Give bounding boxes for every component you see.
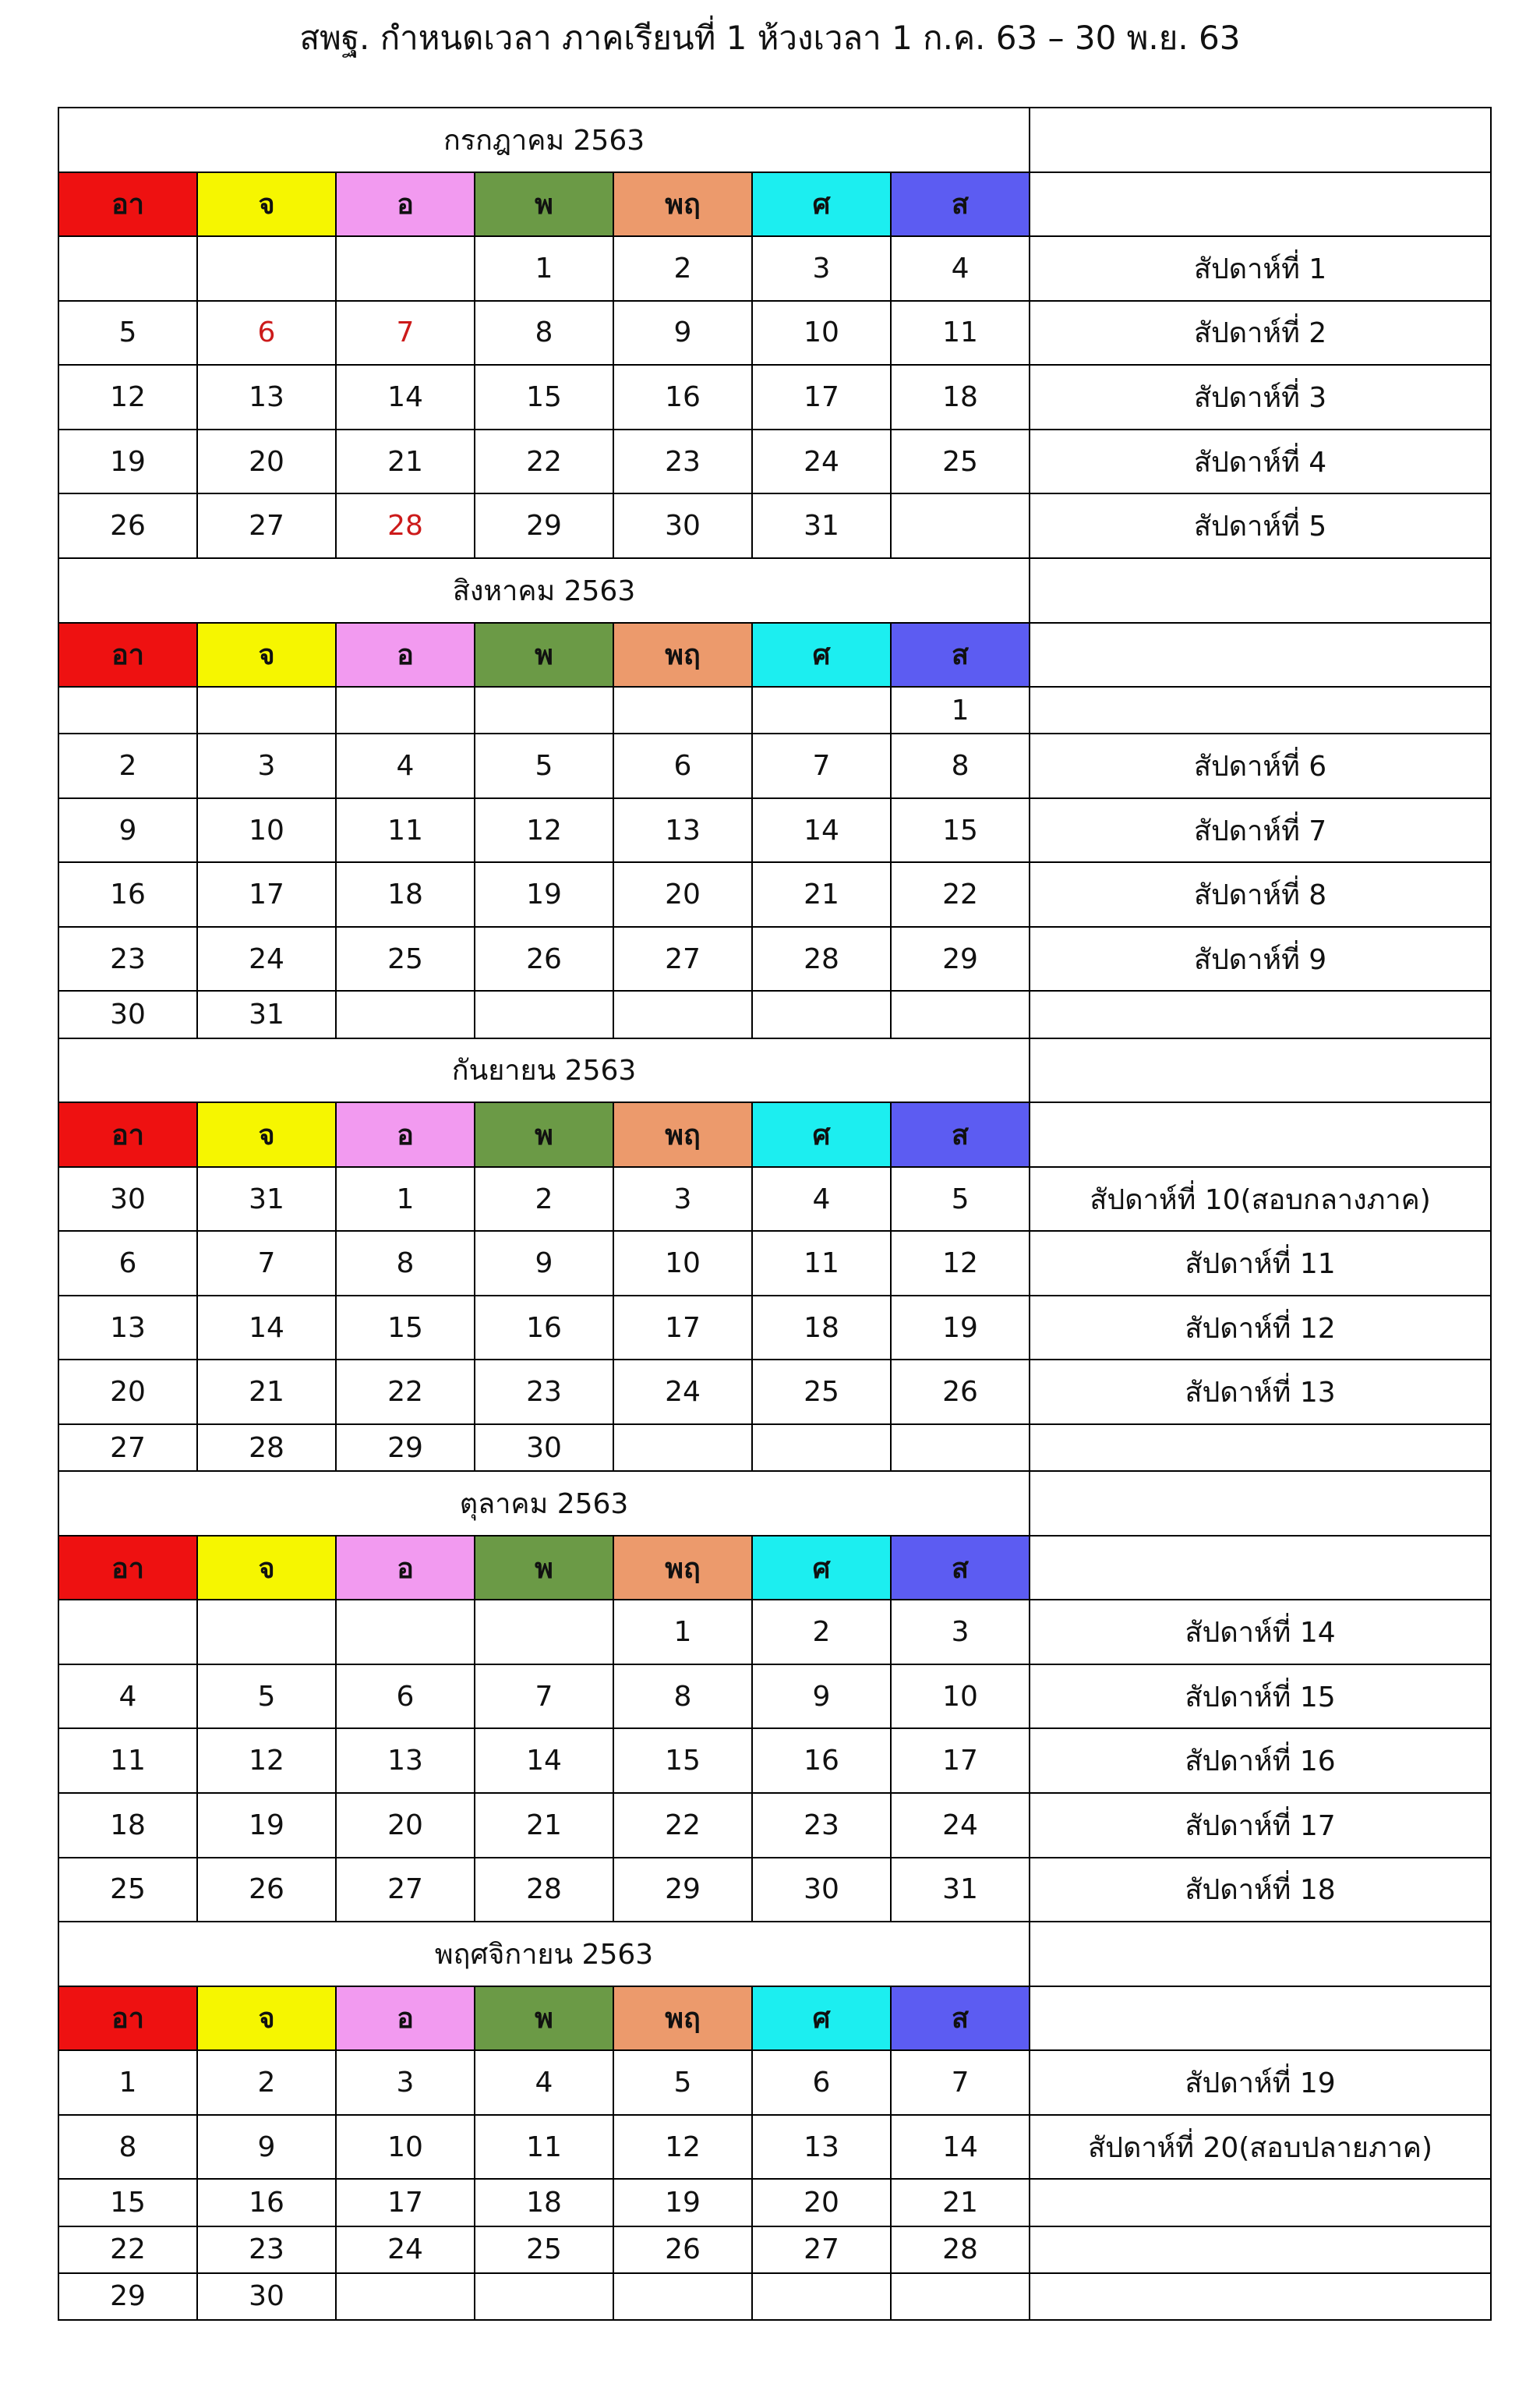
day-cell: 21 bbox=[891, 2179, 1030, 2226]
day-header-1: จ bbox=[197, 1102, 336, 1167]
day-cell: 29 bbox=[613, 1858, 752, 1922]
day-cell bbox=[58, 687, 197, 734]
day-cell: 2 bbox=[197, 2050, 336, 2115]
week-note: สัปดาห์ที่ 7 bbox=[1030, 798, 1491, 863]
day-cell: 19 bbox=[613, 2179, 752, 2226]
day-cell: 2 bbox=[58, 734, 197, 798]
day-header-3: พ bbox=[475, 1986, 613, 2051]
day-header-5: ศ bbox=[752, 172, 891, 237]
day-cell: 23 bbox=[752, 1793, 891, 1858]
day-cell: 2 bbox=[752, 1600, 891, 1664]
day-cell: 28 bbox=[752, 927, 891, 992]
day-cell: 14 bbox=[891, 2115, 1030, 2180]
day-cell: 22 bbox=[475, 430, 613, 494]
day-cell: 4 bbox=[891, 236, 1030, 301]
month-title-row bbox=[58, 1471, 1491, 1536]
week-note: สัปดาห์ที่ 4 bbox=[1030, 430, 1491, 494]
week-note: สัปดาห์ที่ 18 bbox=[1030, 1858, 1491, 1922]
day-header-2: อ bbox=[336, 172, 475, 237]
day-cell: 23 bbox=[58, 927, 197, 992]
week-note: สัปดาห์ที่ 14 bbox=[1030, 1600, 1491, 1664]
day-cell: 30 bbox=[613, 493, 752, 558]
week-note-empty bbox=[1030, 558, 1491, 623]
day-cell: 18 bbox=[475, 2179, 613, 2226]
week-note: สัปดาห์ที่ 20(สอบปลายภาค) bbox=[1030, 2115, 1491, 2180]
day-cell: 27 bbox=[752, 2226, 891, 2273]
day-cell: 31 bbox=[197, 991, 336, 1038]
month-title-row bbox=[58, 558, 1491, 623]
day-cell: 6 bbox=[752, 2050, 891, 2115]
day-cell: 20 bbox=[58, 1360, 197, 1424]
day-cell bbox=[613, 991, 752, 1038]
day-cell: 5 bbox=[197, 1664, 336, 1729]
day-cell: 15 bbox=[891, 798, 1030, 863]
week-row bbox=[58, 1167, 1491, 1232]
day-cell: 19 bbox=[197, 1793, 336, 1858]
month-title: สิงหาคม 2563 bbox=[58, 558, 1030, 623]
week-note bbox=[1030, 687, 1491, 734]
day-cell: 20 bbox=[752, 2179, 891, 2226]
week-note bbox=[1030, 2273, 1491, 2320]
week-note-empty bbox=[1030, 1536, 1491, 1600]
day-cell bbox=[752, 991, 891, 1038]
week-row bbox=[58, 2179, 1491, 2226]
day-cell: 5 bbox=[891, 1167, 1030, 1232]
day-cell: 9 bbox=[613, 301, 752, 366]
day-header-5: ศ bbox=[752, 1986, 891, 2051]
day-cell: 5 bbox=[58, 301, 197, 366]
day-cell: 23 bbox=[475, 1360, 613, 1424]
day-cell: 14 bbox=[197, 1296, 336, 1360]
day-header-1: จ bbox=[197, 623, 336, 688]
day-cell: 3 bbox=[752, 236, 891, 301]
day-cell: 30 bbox=[752, 1858, 891, 1922]
week-row bbox=[58, 862, 1491, 927]
week-row bbox=[58, 1296, 1491, 1360]
day-cell: 17 bbox=[613, 1296, 752, 1360]
day-cell: 11 bbox=[891, 301, 1030, 366]
day-header-2: อ bbox=[336, 1536, 475, 1600]
day-cell: 1 bbox=[58, 2050, 197, 2115]
day-cell: 8 bbox=[475, 301, 613, 366]
day-cell bbox=[336, 687, 475, 734]
day-cell: 1 bbox=[475, 236, 613, 301]
day-cell: 18 bbox=[752, 1296, 891, 1360]
day-cell bbox=[475, 2273, 613, 2320]
day-cell: 24 bbox=[613, 1360, 752, 1424]
day-cell bbox=[475, 1600, 613, 1664]
day-cell: 25 bbox=[58, 1858, 197, 1922]
week-note bbox=[1030, 1424, 1491, 1471]
day-cell bbox=[197, 687, 336, 734]
day-cell: 30 bbox=[475, 1424, 613, 1471]
week-note: สัปดาห์ที่ 15 bbox=[1030, 1664, 1491, 1729]
day-cell: 10 bbox=[752, 301, 891, 366]
day-cell: 22 bbox=[336, 1360, 475, 1424]
day-cell: 8 bbox=[336, 1231, 475, 1296]
day-cell: 13 bbox=[613, 798, 752, 863]
week-note-empty bbox=[1030, 1922, 1491, 1986]
day-header-5: ศ bbox=[752, 1536, 891, 1600]
day-cell: 26 bbox=[475, 927, 613, 992]
week-note: สัปดาห์ที่ 1 bbox=[1030, 236, 1491, 301]
week-note: สัปดาห์ที่ 12 bbox=[1030, 1296, 1491, 1360]
month-title: ตุลาคม 2563 bbox=[58, 1471, 1030, 1536]
day-cell: 31 bbox=[891, 1858, 1030, 1922]
week-note: สัปดาห์ที่ 17 bbox=[1030, 1793, 1491, 1858]
day-cell: 11 bbox=[58, 1728, 197, 1793]
day-cell: 8 bbox=[58, 2115, 197, 2180]
week-note-empty bbox=[1030, 108, 1491, 172]
day-cell: 2 bbox=[475, 1167, 613, 1232]
day-header-0: อา bbox=[58, 1986, 197, 2051]
week-row bbox=[58, 2273, 1491, 2320]
week-note: สัปดาห์ที่ 10(สอบกลางภาค) bbox=[1030, 1167, 1491, 1232]
day-cell: 1 bbox=[891, 687, 1030, 734]
week-row bbox=[58, 365, 1491, 430]
day-cell: 21 bbox=[336, 430, 475, 494]
day-cell: 21 bbox=[197, 1360, 336, 1424]
week-row bbox=[58, 734, 1491, 798]
week-row bbox=[58, 687, 1491, 734]
day-header-4: พฤ bbox=[613, 1102, 752, 1167]
day-header-6: ส bbox=[891, 172, 1030, 237]
day-cell bbox=[752, 2273, 891, 2320]
day-header-4: พฤ bbox=[613, 623, 752, 688]
week-note-empty bbox=[1030, 1986, 1491, 2051]
day-header-row bbox=[58, 1536, 1491, 1600]
day-header-5: ศ bbox=[752, 623, 891, 688]
day-cell bbox=[58, 1600, 197, 1664]
day-cell: 9 bbox=[475, 1231, 613, 1296]
day-cell: 28 bbox=[891, 2226, 1030, 2273]
day-cell: 19 bbox=[475, 862, 613, 927]
day-cell: 13 bbox=[752, 2115, 891, 2180]
day-cell: 11 bbox=[336, 798, 475, 863]
week-note: สัปดาห์ที่ 13 bbox=[1030, 1360, 1491, 1424]
month-title-row bbox=[58, 1922, 1491, 1986]
day-cell: 27 bbox=[58, 1424, 197, 1471]
week-row bbox=[58, 301, 1491, 366]
day-cell: 28 bbox=[197, 1424, 336, 1471]
day-cell: 4 bbox=[58, 1664, 197, 1729]
day-cell: 1 bbox=[336, 1167, 475, 1232]
day-cell: 27 bbox=[613, 927, 752, 992]
day-cell: 15 bbox=[58, 2179, 197, 2226]
day-header-1: จ bbox=[197, 1986, 336, 2051]
day-cell: 6 bbox=[336, 1664, 475, 1729]
week-row bbox=[58, 1858, 1491, 1922]
day-cell: 27 bbox=[197, 493, 336, 558]
day-cell: 17 bbox=[752, 365, 891, 430]
day-cell: 12 bbox=[197, 1728, 336, 1793]
week-row bbox=[58, 1728, 1491, 1793]
week-note-empty bbox=[1030, 1038, 1491, 1103]
day-cell: 4 bbox=[336, 734, 475, 798]
day-header-3: พ bbox=[475, 1102, 613, 1167]
day-cell: 26 bbox=[58, 493, 197, 558]
week-note: สัปดาห์ที่ 16 bbox=[1030, 1728, 1491, 1793]
day-cell: 7 bbox=[475, 1664, 613, 1729]
month-title: พฤศจิกายน 2563 bbox=[58, 1922, 1030, 1986]
day-cell: 24 bbox=[336, 2226, 475, 2273]
day-cell bbox=[336, 2273, 475, 2320]
day-cell: 28 bbox=[336, 493, 475, 558]
day-cell: 7 bbox=[197, 1231, 336, 1296]
day-cell: 18 bbox=[58, 1793, 197, 1858]
day-cell: 13 bbox=[197, 365, 336, 430]
week-note: สัปดาห์ที่ 9 bbox=[1030, 927, 1491, 992]
day-header-2: อ bbox=[336, 1986, 475, 2051]
day-cell: 30 bbox=[58, 991, 197, 1038]
day-cell: 29 bbox=[891, 927, 1030, 992]
day-cell: 24 bbox=[197, 927, 336, 992]
day-cell: 9 bbox=[58, 798, 197, 863]
day-header-row bbox=[58, 1102, 1491, 1167]
day-cell: 25 bbox=[891, 430, 1030, 494]
day-cell: 18 bbox=[336, 862, 475, 927]
day-cell: 15 bbox=[613, 1728, 752, 1793]
day-cell bbox=[336, 1600, 475, 1664]
day-header-row bbox=[58, 623, 1491, 688]
day-cell: 1 bbox=[613, 1600, 752, 1664]
day-cell: 25 bbox=[475, 2226, 613, 2273]
day-cell: 16 bbox=[613, 365, 752, 430]
day-cell bbox=[197, 236, 336, 301]
day-cell: 22 bbox=[891, 862, 1030, 927]
week-row bbox=[58, 798, 1491, 863]
day-header-4: พฤ bbox=[613, 1536, 752, 1600]
day-header-2: อ bbox=[336, 1102, 475, 1167]
week-row bbox=[58, 430, 1491, 494]
day-cell: 26 bbox=[891, 1360, 1030, 1424]
day-cell: 27 bbox=[336, 1858, 475, 1922]
day-cell: 3 bbox=[891, 1600, 1030, 1664]
day-cell: 11 bbox=[475, 2115, 613, 2180]
day-header-6: ส bbox=[891, 1536, 1030, 1600]
day-cell: 26 bbox=[197, 1858, 336, 1922]
day-cell: 10 bbox=[197, 798, 336, 863]
day-cell: 13 bbox=[58, 1296, 197, 1360]
day-cell bbox=[752, 687, 891, 734]
calendar-body bbox=[58, 108, 1491, 2320]
day-cell: 26 bbox=[613, 2226, 752, 2273]
week-row bbox=[58, 1793, 1491, 1858]
day-cell: 24 bbox=[752, 430, 891, 494]
day-cell: 20 bbox=[197, 430, 336, 494]
day-cell: 4 bbox=[752, 1167, 891, 1232]
day-cell: 25 bbox=[752, 1360, 891, 1424]
day-cell bbox=[336, 236, 475, 301]
day-header-row bbox=[58, 1986, 1491, 2051]
day-cell: 7 bbox=[891, 2050, 1030, 2115]
day-cell: 22 bbox=[613, 1793, 752, 1858]
day-header-6: ส bbox=[891, 1102, 1030, 1167]
day-cell: 19 bbox=[891, 1296, 1030, 1360]
day-cell: 21 bbox=[475, 1793, 613, 1858]
week-row bbox=[58, 1231, 1491, 1296]
day-cell: 14 bbox=[475, 1728, 613, 1793]
day-header-0: อา bbox=[58, 1102, 197, 1167]
day-cell bbox=[891, 2273, 1030, 2320]
day-cell: 18 bbox=[891, 365, 1030, 430]
week-row bbox=[58, 1664, 1491, 1729]
day-header-0: อา bbox=[58, 1536, 197, 1600]
day-cell: 12 bbox=[613, 2115, 752, 2180]
day-cell: 21 bbox=[752, 862, 891, 927]
week-note bbox=[1030, 2226, 1491, 2273]
day-cell: 31 bbox=[197, 1167, 336, 1232]
day-cell: 7 bbox=[752, 734, 891, 798]
week-row bbox=[58, 927, 1491, 992]
day-header-3: พ bbox=[475, 1536, 613, 1600]
day-cell bbox=[613, 2273, 752, 2320]
day-cell: 6 bbox=[58, 1231, 197, 1296]
day-header-3: พ bbox=[475, 623, 613, 688]
day-cell: 12 bbox=[58, 365, 197, 430]
week-note: สัปดาห์ที่ 2 bbox=[1030, 301, 1491, 366]
week-note-empty bbox=[1030, 172, 1491, 237]
day-cell: 20 bbox=[613, 862, 752, 927]
day-header-1: จ bbox=[197, 172, 336, 237]
day-cell bbox=[752, 1424, 891, 1471]
day-cell: 6 bbox=[613, 734, 752, 798]
day-cell bbox=[613, 687, 752, 734]
week-row bbox=[58, 991, 1491, 1038]
day-cell: 8 bbox=[891, 734, 1030, 798]
day-cell: 28 bbox=[475, 1858, 613, 1922]
day-cell: 7 bbox=[336, 301, 475, 366]
day-header-0: อา bbox=[58, 623, 197, 688]
week-note: สัปดาห์ที่ 11 bbox=[1030, 1231, 1491, 1296]
week-note: สัปดาห์ที่ 6 bbox=[1030, 734, 1491, 798]
day-cell: 9 bbox=[752, 1664, 891, 1729]
day-cell: 11 bbox=[752, 1231, 891, 1296]
day-cell: 16 bbox=[475, 1296, 613, 1360]
day-header-4: พฤ bbox=[613, 1986, 752, 2051]
day-cell: 10 bbox=[891, 1664, 1030, 1729]
day-cell: 30 bbox=[197, 2273, 336, 2320]
week-note: สัปดาห์ที่ 19 bbox=[1030, 2050, 1491, 2115]
day-cell: 3 bbox=[613, 1167, 752, 1232]
day-cell: 31 bbox=[752, 493, 891, 558]
month-title-row bbox=[58, 108, 1491, 172]
week-note: สัปดาห์ที่ 5 bbox=[1030, 493, 1491, 558]
day-cell: 5 bbox=[613, 2050, 752, 2115]
day-cell: 29 bbox=[58, 2273, 197, 2320]
day-header-row bbox=[58, 172, 1491, 237]
day-cell bbox=[336, 991, 475, 1038]
day-cell: 6 bbox=[197, 301, 336, 366]
day-cell: 9 bbox=[197, 2115, 336, 2180]
day-cell bbox=[891, 991, 1030, 1038]
day-cell: 19 bbox=[58, 430, 197, 494]
semester-calendar-table bbox=[58, 107, 1492, 2321]
week-row bbox=[58, 1424, 1491, 1471]
day-cell: 15 bbox=[336, 1296, 475, 1360]
day-cell: 8 bbox=[613, 1664, 752, 1729]
day-cell: 25 bbox=[336, 927, 475, 992]
day-cell bbox=[613, 1424, 752, 1471]
day-header-5: ศ bbox=[752, 1102, 891, 1167]
week-row bbox=[58, 236, 1491, 301]
day-header-6: ส bbox=[891, 1986, 1030, 2051]
day-cell: 2 bbox=[613, 236, 752, 301]
day-cell: 23 bbox=[613, 430, 752, 494]
day-cell bbox=[891, 493, 1030, 558]
week-note-empty bbox=[1030, 1102, 1491, 1167]
month-title: กรกฎาคม 2563 bbox=[58, 108, 1030, 172]
day-cell: 14 bbox=[752, 798, 891, 863]
day-cell: 4 bbox=[475, 2050, 613, 2115]
week-note-empty bbox=[1030, 1471, 1491, 1536]
day-cell: 29 bbox=[336, 1424, 475, 1471]
day-cell: 15 bbox=[475, 365, 613, 430]
day-cell: 3 bbox=[336, 2050, 475, 2115]
day-cell: 29 bbox=[475, 493, 613, 558]
week-row bbox=[58, 1600, 1491, 1664]
week-note-empty bbox=[1030, 623, 1491, 688]
week-note: สัปดาห์ที่ 8 bbox=[1030, 862, 1491, 927]
week-row bbox=[58, 2226, 1491, 2273]
day-cell bbox=[891, 1424, 1030, 1471]
day-cell: 20 bbox=[336, 1793, 475, 1858]
day-cell: 13 bbox=[336, 1728, 475, 1793]
day-cell bbox=[197, 1600, 336, 1664]
document-title: สพฐ. กำหนดเวลา ภาคเรียนที่ 1 ห้วงเวลา 1 ก.ค. 63 – 30 พ.ย. 63 bbox=[299, 19, 1241, 57]
week-note bbox=[1030, 991, 1491, 1038]
day-cell: 12 bbox=[475, 798, 613, 863]
day-header-6: ส bbox=[891, 623, 1030, 688]
day-cell: 16 bbox=[197, 2179, 336, 2226]
day-cell: 10 bbox=[336, 2115, 475, 2180]
day-cell: 12 bbox=[891, 1231, 1030, 1296]
day-cell: 17 bbox=[336, 2179, 475, 2226]
day-cell: 23 bbox=[197, 2226, 336, 2273]
day-cell: 24 bbox=[891, 1793, 1030, 1858]
month-title: กันยายน 2563 bbox=[58, 1038, 1030, 1103]
day-cell bbox=[475, 687, 613, 734]
day-cell: 3 bbox=[197, 734, 336, 798]
day-cell: 14 bbox=[336, 365, 475, 430]
day-header-3: พ bbox=[475, 172, 613, 237]
day-header-0: อา bbox=[58, 172, 197, 237]
day-cell: 17 bbox=[891, 1728, 1030, 1793]
week-row bbox=[58, 2050, 1491, 2115]
day-cell: 16 bbox=[752, 1728, 891, 1793]
week-note: สัปดาห์ที่ 3 bbox=[1030, 365, 1491, 430]
day-cell: 10 bbox=[613, 1231, 752, 1296]
week-row bbox=[58, 2115, 1491, 2180]
day-header-2: อ bbox=[336, 623, 475, 688]
day-header-1: จ bbox=[197, 1536, 336, 1600]
week-note bbox=[1030, 2179, 1491, 2226]
day-cell: 30 bbox=[58, 1167, 197, 1232]
day-cell bbox=[475, 991, 613, 1038]
day-cell: 22 bbox=[58, 2226, 197, 2273]
day-cell bbox=[58, 236, 197, 301]
week-row bbox=[58, 493, 1491, 558]
day-cell: 5 bbox=[475, 734, 613, 798]
week-row bbox=[58, 1360, 1491, 1424]
month-title-row bbox=[58, 1038, 1491, 1103]
day-header-4: พฤ bbox=[613, 172, 752, 237]
day-cell: 16 bbox=[58, 862, 197, 927]
day-cell: 17 bbox=[197, 862, 336, 927]
